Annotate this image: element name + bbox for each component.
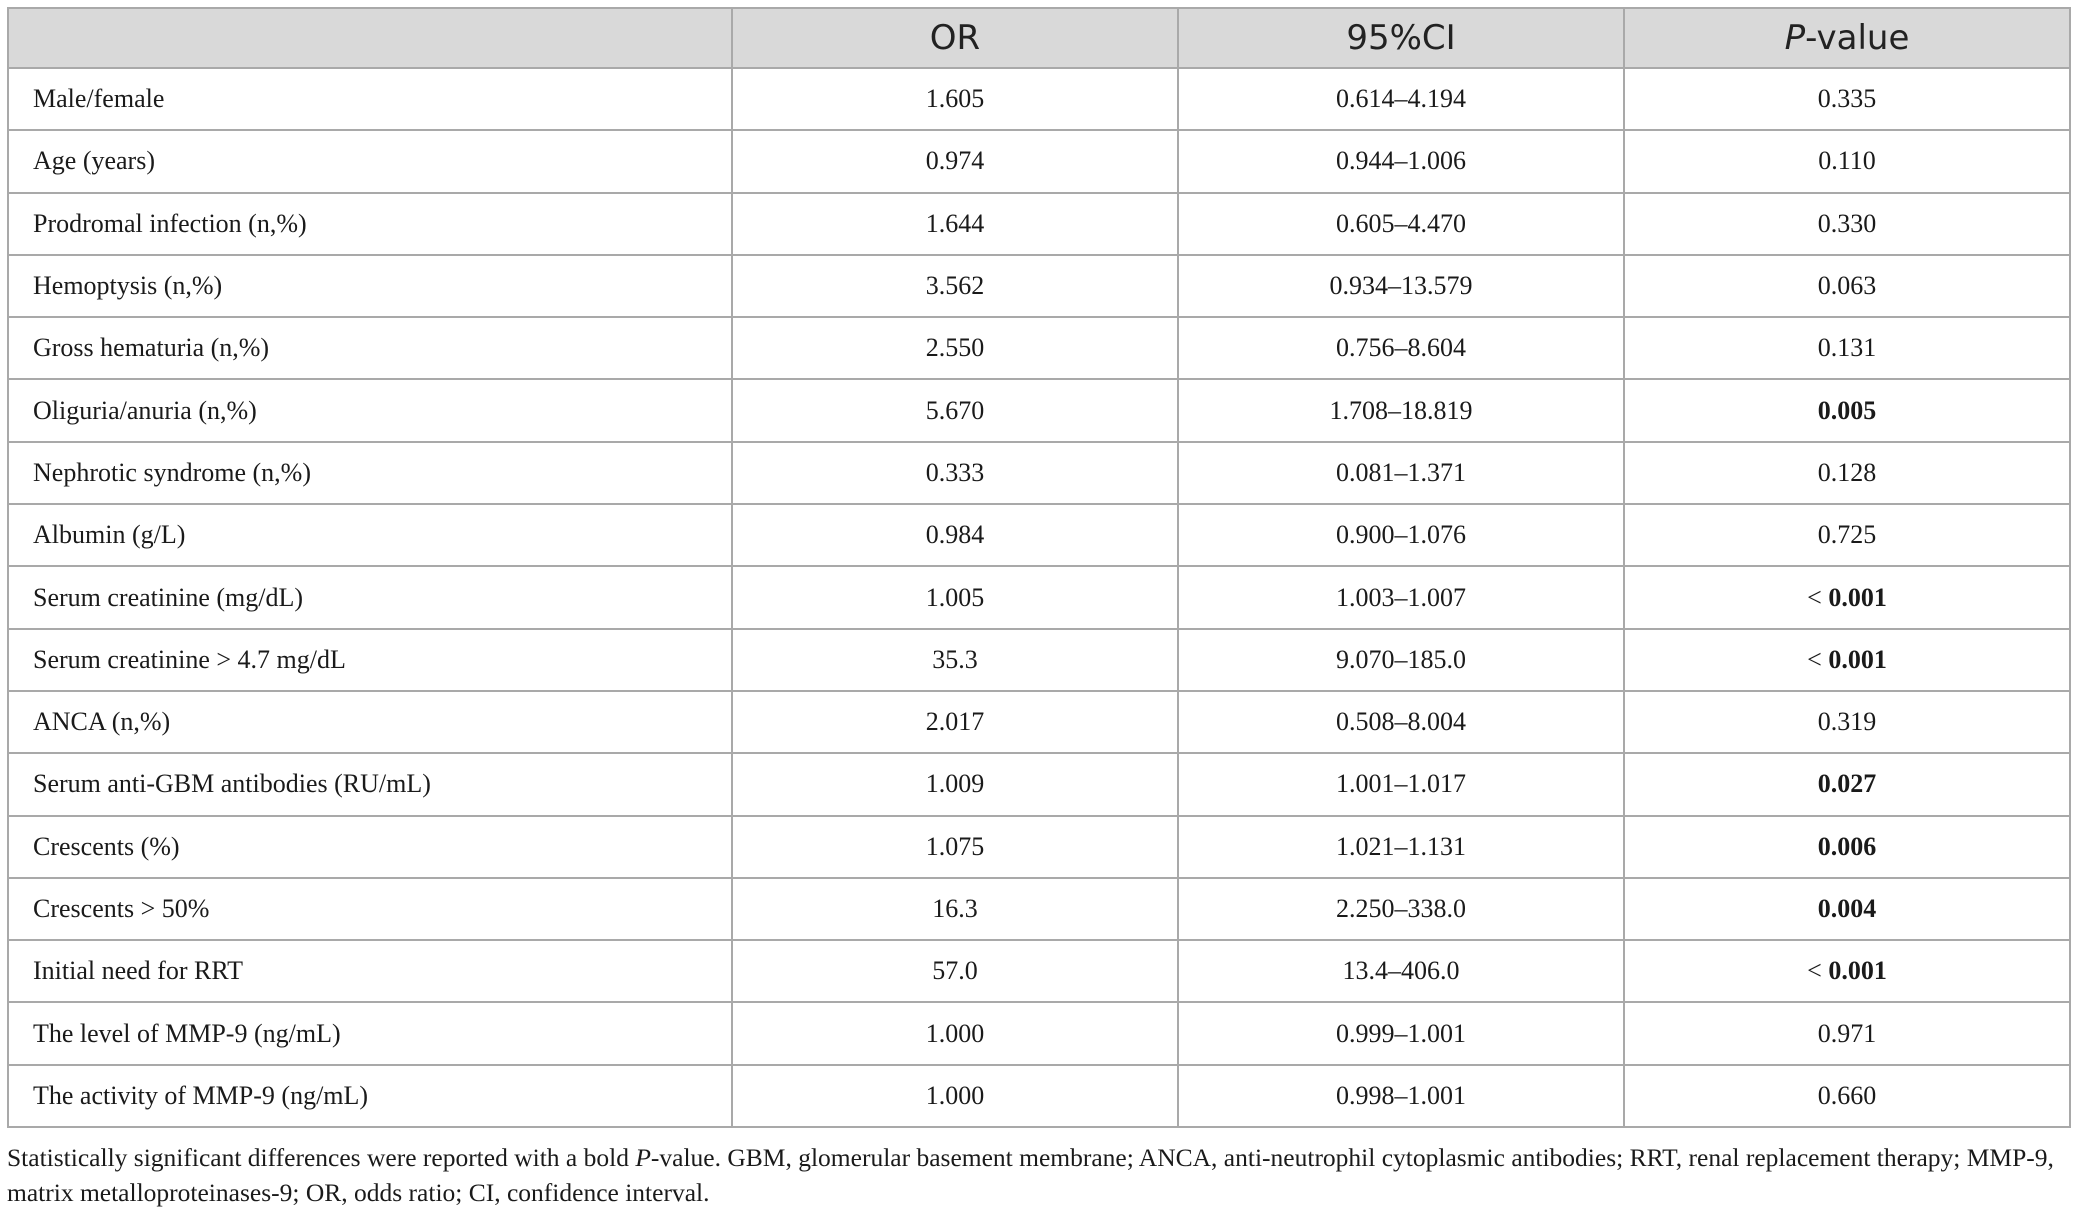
p-value: 0.330 [1817,208,1877,238]
odds-ratio-table [7,7,2071,1128]
cell-p-value [1624,442,2070,504]
footnote-text-start: Statistically significant differences were reported with a bold [7,1143,636,1172]
cell-or: 1.605 [732,68,1178,130]
p-value-significant: 0.005 [1817,395,1877,425]
row-label: Nephrotic syndrome (n,%) [8,442,732,504]
row-label: Hemoptysis (n,%) [8,255,732,317]
row-label: Crescents > 50% [8,878,732,940]
table-row [8,940,2070,1002]
p-value: 0.131 [1817,333,1877,363]
cell-ci: 0.756–8.604 [1178,317,1624,379]
header-p-value [1624,8,2070,68]
table-row [8,1002,2070,1064]
p-value: 0.725 [1817,520,1877,550]
cell-or: 2.550 [732,317,1178,379]
cell-or: 3.562 [732,255,1178,317]
p-value: 0.335 [1817,84,1877,114]
cell-p-value [1624,1002,2070,1064]
cell-ci: 0.508–8.004 [1178,691,1624,753]
p-value-significant: 0.006 [1817,831,1877,861]
table-header [8,8,2070,68]
row-label: Crescents (%) [8,816,732,878]
table-row [8,442,2070,504]
header-ci: 95%CI [1178,8,1624,68]
table-row [8,193,2070,255]
cell-or: 1.009 [732,753,1178,815]
cell-ci: 0.900–1.076 [1178,504,1624,566]
p-value: 0.110 [1818,146,1876,176]
cell-p-value [1624,878,2070,940]
p-value: 0.128 [1817,457,1877,487]
cell-p-value [1624,940,2070,1002]
cell-or: 1.000 [732,1065,1178,1127]
table-footnote [7,1140,2069,1210]
table-row [8,753,2070,815]
cell-ci: 0.999–1.001 [1178,1002,1624,1064]
p-value-significant: 0.001 [1828,644,1887,674]
cell-or: 0.333 [732,442,1178,504]
cell-or: 0.984 [732,504,1178,566]
p-value-prefix: < [1807,582,1829,612]
cell-p-value [1624,566,2070,628]
footnote-text-rest: -value. GBM, glomerular basement membrane; ANCA, anti-neutrophil cytoplasmic antibodies; RRT, renal replacement therapy; MMP-9, matrix metalloproteinases-9; OR, odds ratio; CI, confidence interval. [7,1143,2054,1207]
cell-p-value [1624,816,2070,878]
cell-ci: 1.708–18.819 [1178,379,1624,441]
row-label: Serum anti-GBM antibodies (RU/mL) [8,753,732,815]
header-variable [8,8,732,68]
table-body [8,68,2070,1127]
row-label: Serum creatinine > 4.7 mg/dL [8,629,732,691]
header-or: OR [732,8,1178,68]
table-row [8,379,2070,441]
cell-ci: 0.081–1.371 [1178,442,1624,504]
header-p-rest: -value [1805,18,1910,58]
footnote-p-italic: P [635,1143,651,1172]
row-label: Male/female [8,68,732,130]
p-value: 0.971 [1817,1018,1877,1048]
table-row [8,68,2070,130]
cell-ci: 9.070–185.0 [1178,629,1624,691]
cell-ci: 1.021–1.131 [1178,816,1624,878]
cell-ci: 0.605–4.470 [1178,193,1624,255]
table-row [8,691,2070,753]
p-value-significant: 0.027 [1817,769,1877,799]
cell-ci: 0.998–1.001 [1178,1065,1624,1127]
p-value-prefix: < [1807,644,1829,674]
cell-p-value [1624,68,2070,130]
cell-or: 5.670 [732,379,1178,441]
p-value-significant: 0.001 [1828,582,1887,612]
cell-ci: 1.003–1.007 [1178,566,1624,628]
table-row [8,816,2070,878]
p-value-significant: 0.001 [1828,956,1887,986]
cell-or: 1.005 [732,566,1178,628]
table-row [8,255,2070,317]
row-label: The activity of MMP-9 (ng/mL) [8,1065,732,1127]
table-row [8,566,2070,628]
cell-or: 1.075 [732,816,1178,878]
cell-p-value [1624,753,2070,815]
row-label: Gross hematuria (n,%) [8,317,732,379]
row-label: ANCA (n,%) [8,691,732,753]
cell-p-value [1624,193,2070,255]
table-row [8,629,2070,691]
p-value: 0.319 [1817,707,1877,737]
table-row [8,504,2070,566]
p-value-prefix: < [1807,956,1829,986]
row-label: The level of MMP-9 (ng/mL) [8,1002,732,1064]
table-row [8,1065,2070,1127]
cell-or: 1.000 [732,1002,1178,1064]
cell-or: 16.3 [732,878,1178,940]
cell-or: 1.644 [732,193,1178,255]
cell-or: 35.3 [732,629,1178,691]
cell-ci: 1.001–1.017 [1178,753,1624,815]
p-value: 0.660 [1817,1080,1877,1110]
p-value: 0.063 [1817,271,1877,301]
row-label: Initial need for RRT [8,940,732,1002]
cell-ci: 0.944–1.006 [1178,130,1624,192]
cell-p-value [1624,504,2070,566]
table-row [8,130,2070,192]
cell-p-value [1624,130,2070,192]
table-row [8,317,2070,379]
table-row [8,878,2070,940]
p-value-significant: 0.004 [1817,894,1877,923]
cell-ci: 2.250–338.0 [1178,878,1624,940]
cell-or: 57.0 [732,940,1178,1002]
row-label: Oliguria/anuria (n,%) [8,379,732,441]
cell-ci: 0.614–4.194 [1178,68,1624,130]
cell-p-value [1624,1065,2070,1127]
row-label: Serum creatinine (mg/dL) [8,566,732,628]
cell-p-value [1624,379,2070,441]
cell-ci: 0.934–13.579 [1178,255,1624,317]
row-label: Age (years) [8,130,732,192]
cell-p-value [1624,629,2070,691]
cell-or: 2.017 [732,691,1178,753]
header-row [8,8,2070,68]
cell-p-value [1624,317,2070,379]
cell-or: 0.974 [732,130,1178,192]
cell-p-value [1624,255,2070,317]
row-label: Prodromal infection (n,%) [8,193,732,255]
cell-ci: 13.4–406.0 [1178,940,1624,1002]
row-label: Albumin (g/L) [8,504,732,566]
results-table-container [7,7,2069,1128]
cell-p-value [1624,691,2070,753]
header-p-italic: P [1784,18,1806,58]
